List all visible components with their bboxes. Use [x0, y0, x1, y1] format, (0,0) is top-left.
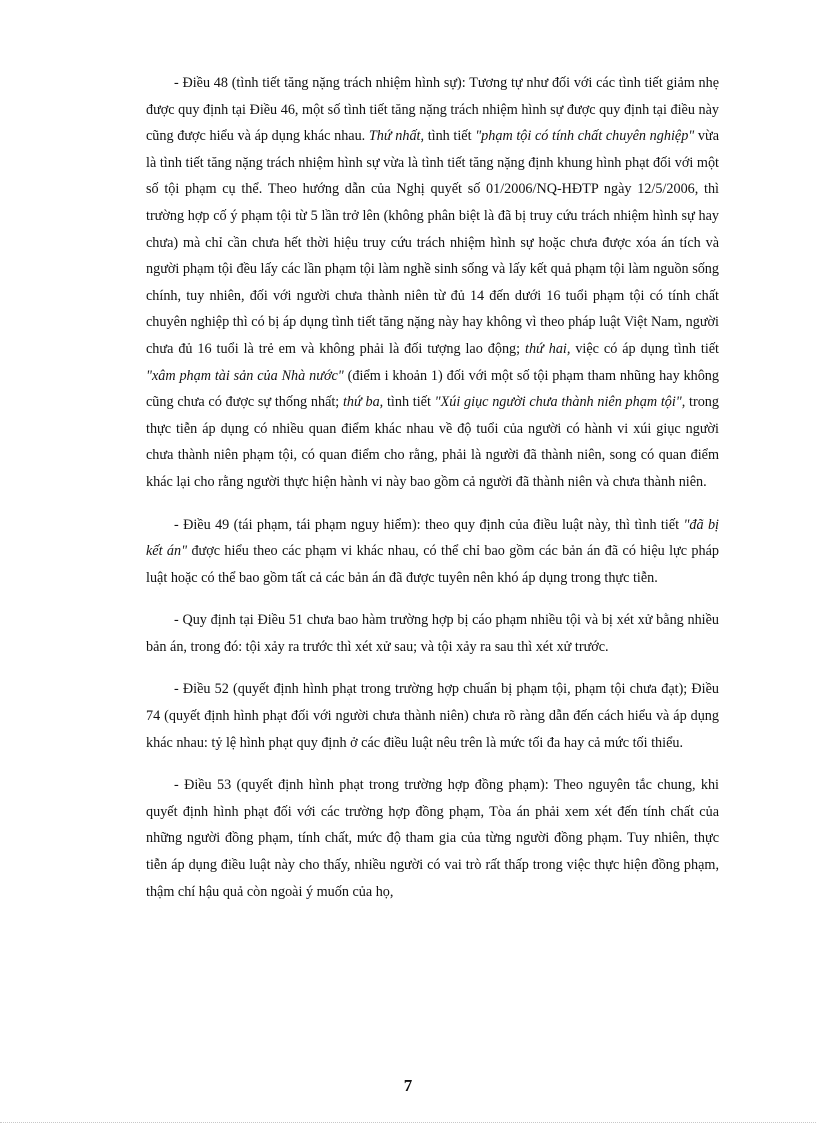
emphasized-text: "xâm phạm tài sản của Nhà nước" — [146, 367, 344, 384]
emphasized-text: thứ hai, — [525, 340, 571, 357]
paragraph-1 — [146, 70, 719, 496]
document-body — [146, 70, 719, 905]
paragraph-3 — [146, 607, 719, 660]
text-run: tình tiết — [424, 128, 476, 145]
text-run: , trong thực tiễn áp dụng có nhiều quan điểm khác nhau về độ tuổi của người có hành vi xúi giục người chưa thành niên phạm tội, có quan điểm cho rằng, phải là người đã thành niên, song có quan điểm khác lại cho rằng người thực hiện hành vi này bao gồm cả người đã thành niên và chưa thành niên. — [146, 394, 719, 490]
text-run: - Quy định tại Điều 51 chưa bao hàm trường hợp bị cáo phạm nhiều tội và bị xét xử bằng nhiều bản án, trong đó: tội xảy ra trước thì xét xử sau; và tội xảy ra sau thì xét xử trước. — [146, 612, 719, 655]
text-run: vừa là tình tiết tăng nặng trách nhiệm hình sự vừa là tình tiết tăng nặng định khung hình phạt đối với một số tội phạm cụ thể. Theo hướng dẫn của Nghị quyết số 01/2006/NQ-HĐTP ngày 12/5/2006, thì trường hợp cố ý phạm tội từ 5 lần trở lên (không phân biệt là đã bị truy cứu trách nhiệm hình sự hay chưa) mà chỉ cần chưa hết thời hiệu truy cứu trách nhiệm hình sự hoặc chưa được xóa án tích và người phạm tội đều lấy các lần phạm tội làm nghề sinh sống và lấy kết quả phạm tội làm nguồn sống chính, tuy nhiên, đối với người chưa thành niên từ đủ 14 đến dưới 16 tuổi phạm tội có tính chất chuyên nghiệp thì có bị áp dụng tình tiết tăng nặng này hay không vì theo pháp luật Việt Nam, người chưa đủ 16 tuổi là trẻ em và không phải là đối tượng lao động; — [146, 128, 719, 357]
emphasized-text: Thứ nhất, — [368, 128, 425, 145]
emphasized-text: "Xúi giục người chưa thành niên phạm tội" — [434, 394, 682, 411]
emphasized-text: thứ ba, — [342, 394, 384, 411]
paragraph-4 — [146, 676, 719, 756]
text-run: được hiểu theo các phạm vi khác nhau, có thể chỉ bao gồm các bản án đã có hiệu lực pháp luật hoặc có thể bao gồm tất cả các bản án đã được tuyên nên khó áp dụng trong thực tiễn. — [146, 543, 719, 586]
paragraph-5 — [146, 772, 719, 905]
emphasized-text: "đã bị kết án" — [146, 516, 720, 560]
text-run: - Điều 53 (quyết định hình phạt trong trường hợp đồng phạm): Theo nguyên tắc chung, khi quyết định hình phạt đối với các trường hợp đồng phạm, Tòa án phải xem xét đến tính chất của những người đồng phạm, tính chất, mức độ tham gia của từng người đồng phạm. Tuy nhiên, thực tiễn áp dụng điều luật này cho thấy, nhiều người có vai trò rất thấp trong việc thực hiện đồng phạm, thậm chí hậu quả còn ngoài ý muốn của họ, — [146, 777, 719, 900]
emphasized-text: "phạm tội có tính chất chuyên nghiệp" — [475, 128, 695, 145]
paragraph-2 — [146, 512, 719, 592]
text-run: (điểm i khoản 1) đối với một số tội phạm tham nhũng hay không cũng chưa có được sự thống nhất; — [146, 367, 719, 411]
text-run: - Điều 49 (tái phạm, tái phạm nguy hiểm): theo quy định của điều luật này, thì tình tiết — [174, 516, 684, 533]
page-number: 7 — [403, 1076, 413, 1095]
text-run: việc có áp dụng tình tiết — [570, 340, 719, 357]
text-run: - Điều 48 (tình tiết tăng nặng trách nhiệm hình sự): Tương tự như đối với các tình tiết giảm nhẹ được quy định tại Điều 46, một số tình tiết tăng nặng trách nhiệm hình sự được quy định tại điều này cũng được hiểu và áp dụng khác nhau. — [146, 75, 719, 145]
text-run: - Điều 52 (quyết định hình phạt trong trường hợp chuẩn bị phạm tội, phạm tội chưa đạt); Điều 74 (quyết định hình phạt đối với người chưa thành niên) chưa rõ ràng dẫn đến cách hiểu và áp dụng khác nhau: tỷ lệ hình phạt quy định ở các điều luật nêu trên là mức tối đa hay cả mức tối thiểu. — [146, 681, 719, 751]
text-run: tình tiết — [383, 394, 435, 411]
